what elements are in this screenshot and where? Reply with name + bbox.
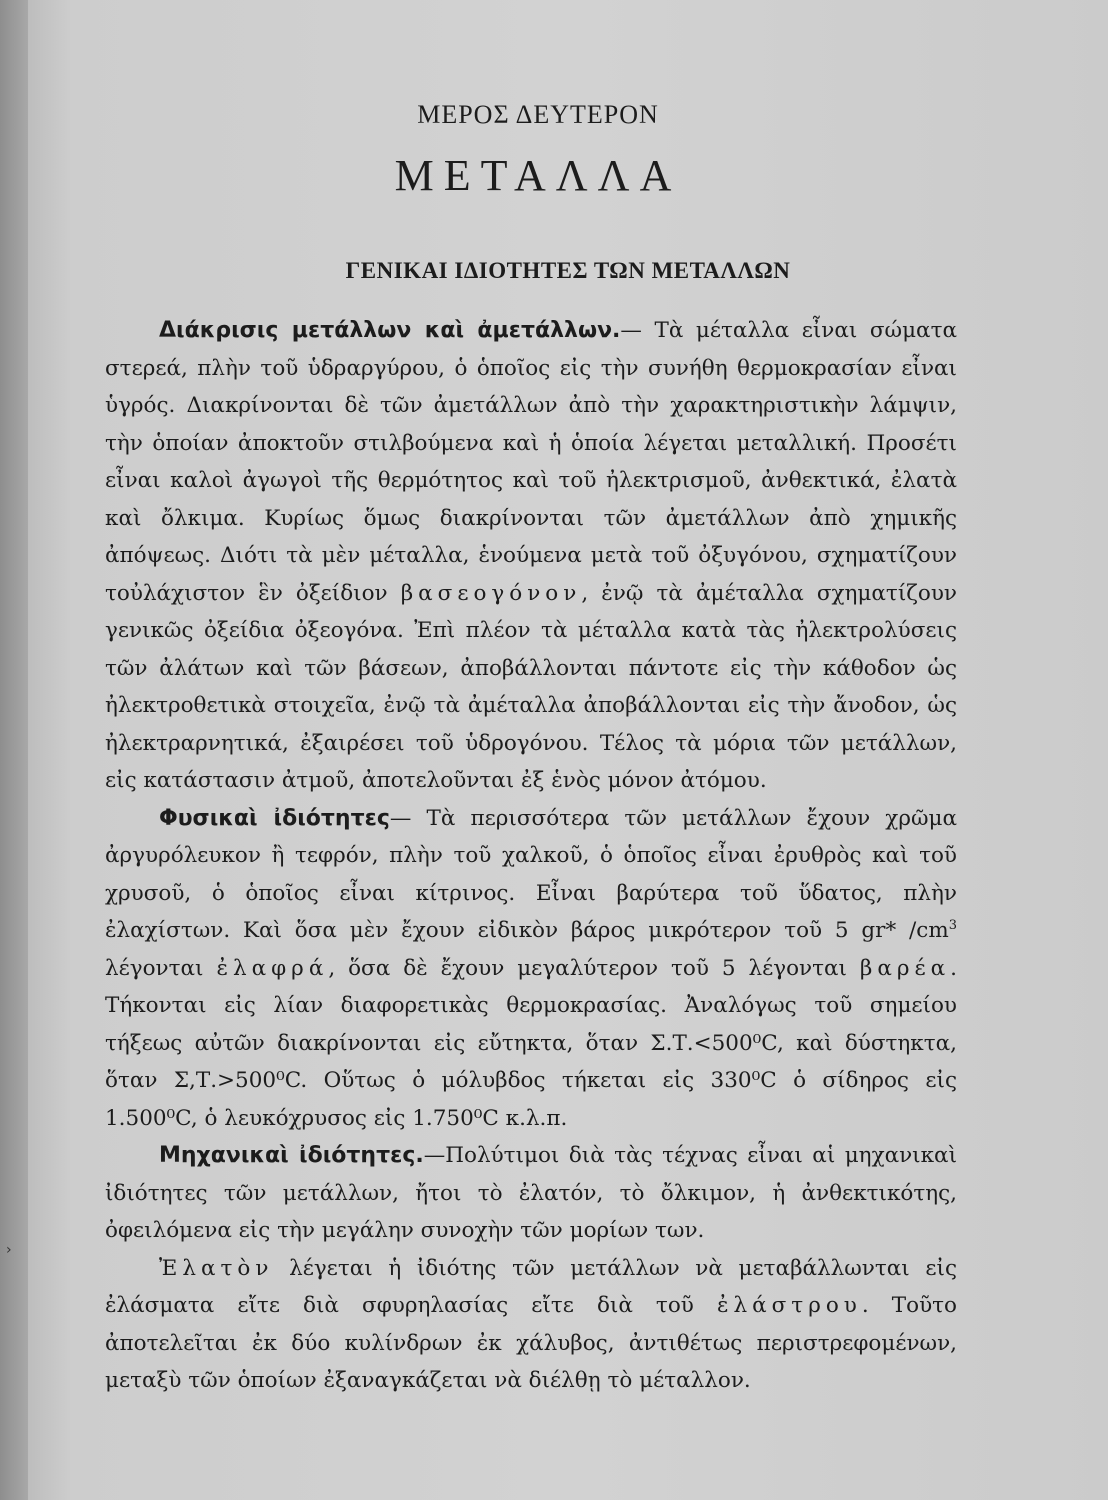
part-title: ΜΕΡΟΣ ΔΕΥΤΕΡΟΝ — [417, 100, 659, 129]
paragraph-heading: Μηχανικαὶ ἰδιότητες. — [159, 1143, 424, 1168]
paragraph-distinction — [105, 312, 957, 800]
margin-mark: › — [6, 1242, 12, 1258]
paragraph-text: λέγονται — [105, 955, 204, 981]
paragraph-text: , ὅσα δὲ ἔχουν μεγαλύτερον τοῦ 5 λέγονται — [328, 955, 847, 981]
paragraph-heading: Φυσικαὶ ἰδιότητες — [159, 805, 390, 831]
emphasized-term: βαρέα — [859, 955, 951, 981]
emphasized-term: Ἐλατὸν — [159, 1255, 274, 1281]
paragraph-text: , ἐνῷ τὰ ἀμέταλλα σχηματίζουν γενικῶς ὀξείδια ὀξεογόνα. Ἐπὶ πλέον τὰ μέταλλα κατὰ τὰς ἠλεκτρολύσεις τῶν ἀλάτων καὶ τῶν βάσεων, ἀποβάλλονται πάντοτε εἰς τὴν κάθοδον ὡς ἠλεκτροθετικὰ στοιχεῖα, ἐνῷ τὰ ἀμέταλλα ἀποβάλλονται εἰς τὴν ἄνοδον, ὡς ἠλεκτραρνητικά, ἐξαιρέσει τοῦ ὑδρογόνου. Τέλος τὰ μόρια τῶν μετάλλων, εἰς κατάστασιν ἀτμοῦ, ἀποτελοῦνται ἐξ ἑνὸς μόνον ἀτόμου. — [105, 580, 957, 793]
paragraph-text: —Πολύτιμοι διὰ τὰς τέχνας εἶναι αἱ μηχανικαὶ ἰδιότητες τῶν μετάλλων, ἤτοι τὸ ἐλατόν, τὸ ὄλκιμον, ἡ ἀνθεκτικότης, ὀφειλόμενα εἰς τὴν μεγάλην συνοχὴν τῶν μορίων των. — [105, 1143, 958, 1243]
body-text — [105, 312, 957, 1400]
superscript: 3 — [948, 917, 957, 933]
section-title: ΓΕΝΙΚΑΙ ΙΔΙΟΤΗΤΕΣ ΤΩΝ ΜΕΤΑΛΛΩΝ — [345, 258, 791, 283]
main-title: ΜΕΤΑΛΛΑ — [394, 151, 682, 200]
paragraph-text: — Τὰ μέταλλα εἶναι σώματα στερεά, πλὴν τοῦ ὑδραργύρου, ὁ ὁποῖος εἰς τὴν συνήθη θερμοκρασίαν εἶναι ὑγρός. Διακρίνονται δὲ τῶν ἀμετάλλων ἀπὸ τὴν χαρακτηριστικὴν λάμψιν, τὴν ὁποίαν ἀποκτοῦν στιλβούμενα καὶ ἡ ὁποία λέγεται μεταλλική. Προσέτι εἶναι καλοὶ ἀγωγοὶ τῆς θερμότητος καὶ τοῦ ἠλεκτρισμοῦ, ἀνθεκτικά, ἐλατὰ καὶ ὄλκιμα. Κυρίως ὅμως διακρίνονται τῶν ἀμετάλλων ἀπὸ χημικῆς ἀπόψεως. Διότι τὰ μὲν μέταλλα, ἑνούμενα μετὰ τοῦ ὀξυγόνου, σχηματίζουν τοὐλάχιστον ἓν ὀξείδιον — [105, 318, 957, 606]
emphasized-term: βασεογόνον — [400, 580, 582, 606]
paragraph-text: . Τοῦτο ἀποτελεῖται ἐκ δύο κυλίνδρων ἐκ χάλυβος, ἀντιθέτως περιστρεφομένων, μεταξὺ τῶν ὁποίων ἐξαναγκάζεται νὰ διέλθῃ τὸ μέταλλον. — [105, 1293, 957, 1393]
emphasized-term: ἐλάστρου — [716, 1293, 862, 1318]
paragraph-heading: Διάκρισις μετάλλων καὶ ἀμετάλλων. — [159, 318, 621, 343]
paragraph-text: . Τήκονται εἰς λίαν διαφορετικὰς θερμοκρασίας. Ἀναλόγως τοῦ σημείου τήξεως αὐτῶν διακρίνονται εἰς εὔτηκτα, ὅταν Σ.Τ.<500⁰C, καὶ δύστηκτα, ὅταν Σ,Τ.>500⁰C. Οὕτως ὁ μόλυβδος τήκεται εἰς 330⁰C ὁ σίδηρος εἰς 1.500⁰C, ὁ λευκόχρυσος εἰς 1.750⁰C κ.λ.π. — [105, 955, 957, 1131]
paragraph-text: λέγεται ἡ ἰδιότης τῶν μετάλλων νὰ μεταβάλλωνται εἰς ἐλάσματα εἴτε διὰ σφυρηλασίας εἴτε διὰ τοῦ — [105, 1255, 957, 1318]
page-left-edge — [0, 0, 28, 1500]
paragraph-text: — Τὰ περισσότερα τῶν μετάλλων ἔχουν χρῶμα ἀργυρόλευκον ἢ τεφρόν, πλὴν τοῦ χαλκοῦ, ὁ ὁποῖος εἶναι ἐρυθρὸς καὶ τοῦ χρυσοῦ, ὁ ὁποῖος εἶναι κίτρινος. Εἶναι βαρύτερα τοῦ ὕδατος, πλὴν ἐλαχίστων. Καὶ ὅσα μὲν ἔχουν εἰδικὸν βάρος μικρότερον τοῦ 5 gr* /cm — [105, 805, 957, 943]
emphasized-term: ἐλαφρά — [216, 955, 329, 981]
paragraph-mechanical-properties — [105, 1137, 957, 1250]
paragraph-malleable — [105, 1250, 957, 1400]
paragraph-physical-properties — [105, 800, 957, 1138]
